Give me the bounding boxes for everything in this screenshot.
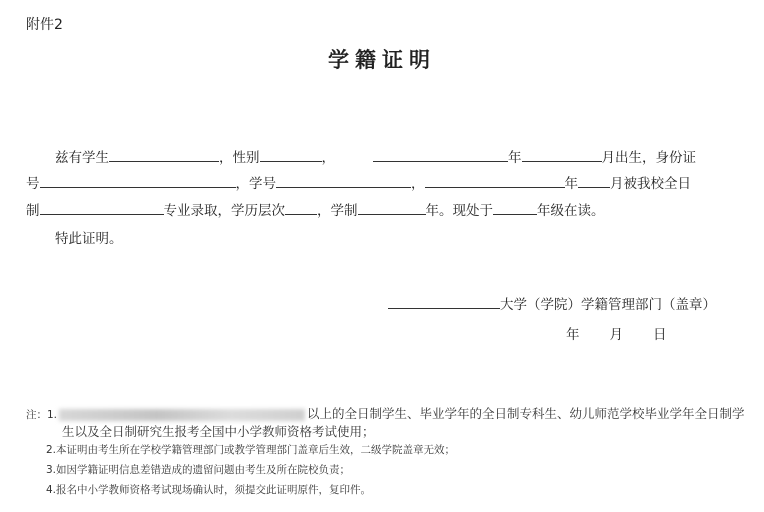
certificate-line-2 <box>26 172 691 192</box>
student-name-blank <box>109 147 219 162</box>
line3-major-text: 专业录取，学历层次 <box>163 203 285 219</box>
certificate-line-1 <box>55 146 696 166</box>
note-3: 3.如因学籍证明信息差错造成的遗留问题由考生及所在院校负责； <box>46 464 351 476</box>
date-day: 日 <box>653 327 667 343</box>
grade-blank <box>493 200 537 215</box>
admission-year-blank <box>425 173 565 188</box>
gender-blank <box>260 147 322 162</box>
university-name-blank <box>388 294 500 309</box>
student-number-blank <box>276 173 411 188</box>
line2-start-text: 号 <box>26 176 40 192</box>
certification-statement: 特此证明。 <box>55 231 123 247</box>
note-1-continued: 生以及全日制研究生报考全国中小学教师资格考试使用； <box>62 424 375 439</box>
major-blank <box>40 200 164 215</box>
issuer-signature <box>388 293 716 313</box>
line1-year-text: 年 <box>508 150 522 166</box>
document-title: 学籍证明 <box>328 47 436 72</box>
attachment-label: 附件2 <box>26 17 63 33</box>
line3-grade-text: 年级在读。 <box>537 203 605 219</box>
schooling-length-blank <box>358 200 426 215</box>
note-2: 2.本证明由考生所在学校学籍管理部门或教学管理部门盖章后生效，二级学院盖章无效； <box>46 444 456 456</box>
line2-year-text: 年 <box>564 176 578 192</box>
issuer-label: 大学（学院）学籍管理部门（盖章） <box>500 297 716 313</box>
admission-month-blank <box>578 173 610 188</box>
birth-year-blank <box>373 147 508 162</box>
line1-gender-text: ，性别 <box>219 150 260 166</box>
line3-status-text: 年。现处于 <box>425 203 493 219</box>
issue-date <box>566 323 697 343</box>
line3-schooling-text: ，学制 <box>317 203 358 219</box>
date-month: 月 <box>609 327 623 343</box>
line2-student-no-text: ，学号 <box>235 176 276 192</box>
line1-start-text: 兹有学生 <box>55 150 109 166</box>
note-4: 4.报名中小学教师资格考试现场确认时，须提交此证明原件，复印件。 <box>46 484 372 496</box>
birth-month-blank <box>522 147 602 162</box>
line3-start-text: 制 <box>26 203 40 219</box>
id-number-blank <box>40 173 236 188</box>
line2-admitted-text: 月被我校全日 <box>610 176 691 192</box>
redacted-text <box>59 409 305 421</box>
line2-comma-text: ， <box>411 176 425 192</box>
note-1-text: 以上的全日制学生、毕业学年的全日制专科生、幼儿师范学校毕业学年全日制学 <box>307 406 745 421</box>
education-level-blank <box>285 200 317 215</box>
note-label: 注：1. <box>26 409 58 421</box>
date-year: 年 <box>566 327 580 343</box>
line1-comma-text: ， <box>321 150 335 166</box>
line1-birth-text: 月出生，身份证 <box>601 150 696 166</box>
certificate-line-3 <box>26 199 605 219</box>
note-1 <box>26 404 745 422</box>
